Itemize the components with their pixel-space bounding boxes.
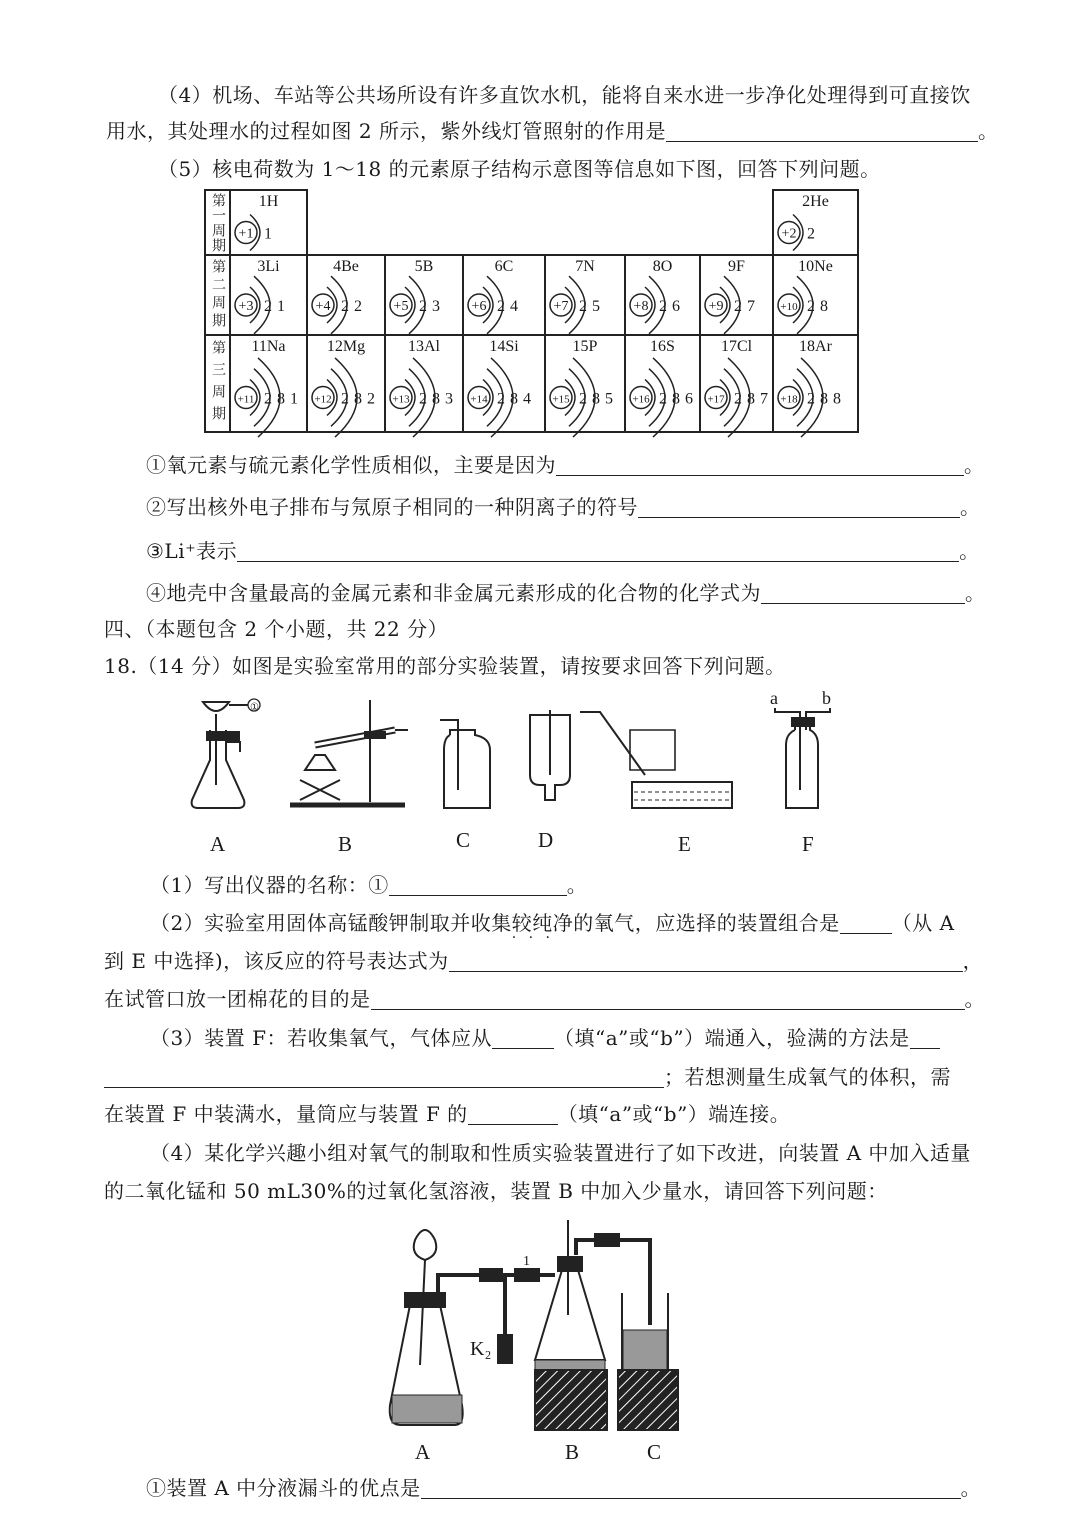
nuclear-charge: +18 <box>780 393 798 406</box>
nuclear-charge: +5 <box>393 299 409 314</box>
electron-count: 2 <box>734 390 742 408</box>
period-mark: 。 <box>964 987 985 1011</box>
element-label: 14Si <box>489 338 519 355</box>
electron-count: 5 <box>605 390 613 408</box>
sub3-text: ③Li⁺表示 <box>146 539 238 563</box>
q17-4-text: 用水，其处理水的过程如图 2 所示，紫外线灯管照射的作用是 <box>106 119 666 143</box>
nuclear-charge: +12 <box>314 393 332 406</box>
electron-count: 8 <box>510 390 518 408</box>
q18-4-sub1-text: ①装置 A 中分液漏斗的优点是 <box>146 1476 421 1500</box>
answer-blank-cylinder[interactable] <box>468 1104 558 1125</box>
q18-intro: 18.（14 分）如图是实验室常用的部分实验装置，请按要求回答下列问题。 <box>104 654 786 678</box>
q17-4-line1: （4）机场、车站等公共场所设有许多直饮水机，能将自来水进一步净化处理得到可直接饮 <box>158 83 971 107</box>
element-label: 7N <box>575 258 595 275</box>
apparatus-figure-1 <box>0 690 1080 830</box>
nuclear-charge: +1 <box>238 226 254 242</box>
electron-count: 8 <box>672 390 680 408</box>
answer-blank-inlet[interactable] <box>492 1028 554 1049</box>
electron-count: 2 <box>264 298 272 315</box>
electron-count: 2 <box>807 225 815 243</box>
electron-count: 3 <box>432 298 440 315</box>
element-label: 8O <box>652 258 673 275</box>
valve-k1-label: 1 <box>523 1254 530 1269</box>
flask-a-with-separatory-funnel <box>390 1230 520 1425</box>
electron-count: 8 <box>432 390 440 408</box>
fig1-label-b: B <box>338 832 353 856</box>
element-label: 18Ar <box>799 338 832 355</box>
element-label: 1H <box>258 193 279 210</box>
q18-2-text-2: 到 E 中选择)，该反应的符号表达式为 <box>104 949 449 973</box>
period-mark: 。 <box>960 495 981 519</box>
section-4-heading: 四、（本题包含 2 个小题，共 22 分） <box>104 617 449 641</box>
q18-3-line3 <box>104 1101 790 1127</box>
electron-count: 8 <box>277 390 285 408</box>
q18-2-line2 <box>104 948 983 974</box>
nuclear-charge: +2 <box>781 226 797 242</box>
element-label: 9F <box>728 258 745 275</box>
nuclear-charge: +11 <box>237 393 255 406</box>
element-label: 10Ne <box>798 258 833 275</box>
valve-k2-label: K₂ <box>470 1338 492 1360</box>
apparatus-c-bottle <box>440 720 490 808</box>
electron-count: 1 <box>264 225 272 243</box>
element-label: 11Na <box>251 338 286 355</box>
period-label-3: 第三周期 <box>210 339 226 428</box>
nuclear-charge: +8 <box>633 299 649 314</box>
q18-2-text-b: 的氧气，应选择的装置组合是 <box>573 911 840 935</box>
nuclear-charge: +10 <box>780 301 798 313</box>
answer-blank-instrument[interactable] <box>389 875 567 896</box>
electron-count: 8 <box>592 390 600 408</box>
nuclear-charge: +15 <box>552 393 570 406</box>
element-label: 5B <box>414 258 434 275</box>
q18-2-text-3: 在试管口放一团棉花的目的是 <box>104 987 371 1011</box>
electron-count: 8 <box>820 298 828 315</box>
nuclear-charge: +3 <box>238 299 254 314</box>
q18-1-text: （1）写出仪器的名称：① <box>150 873 389 897</box>
answer-blank-sub4[interactable] <box>761 583 965 604</box>
answer-blank-sub1[interactable] <box>556 455 964 476</box>
electron-count: 8 <box>820 390 828 408</box>
electron-count: 2 <box>807 390 815 408</box>
answer-blank-cotton[interactable] <box>371 989 965 1010</box>
electron-count: 4 <box>510 298 518 315</box>
electron-count: 8 <box>833 390 841 408</box>
mark-circle-1: ① <box>250 702 259 713</box>
q18-2-line1 <box>150 910 955 936</box>
electron-count: 2 <box>367 390 375 408</box>
period-mark: 。 <box>965 581 986 605</box>
period-label-2: 第二周期 <box>210 259 226 331</box>
fig1-label-e: E <box>678 832 691 856</box>
q18-3-text-3b: （填“a”或“b”）端连接。 <box>557 1102 791 1126</box>
q18-1 <box>150 872 587 898</box>
q18-4-sub1 <box>146 1475 981 1501</box>
electron-count: 2 <box>497 298 505 315</box>
emphasized-text: 较纯净 · · · <box>512 911 574 935</box>
apparatus-e-trough <box>580 712 732 808</box>
nuclear-charge: +4 <box>315 299 331 314</box>
electron-count: 2 <box>341 390 349 408</box>
electron-count: 2 <box>579 298 587 315</box>
q18-4-line1: （4）某化学兴趣小组对氧气的制取和性质实验装置进行了如下改进，向装置 A 中加入适量 <box>150 1141 971 1165</box>
sub2-text: ②写出核外电子排布与氖原子相同的一种阴离子的符号 <box>146 495 638 519</box>
q18-3-line1 <box>150 1025 940 1051</box>
q17-5-sub2 <box>146 494 981 520</box>
sub4-text: ④地壳中含量最高的金属元素和非金属元素形成的化合物的化学式为 <box>146 581 761 605</box>
nuclear-charge: +14 <box>470 393 488 406</box>
element-label: 13Al <box>408 338 440 355</box>
apparatus-a-flask <box>192 699 260 808</box>
fig2-label-b: B <box>565 1440 580 1464</box>
sub1-text: ①氧元素与硫元素化学性质相似，主要是因为 <box>146 453 556 477</box>
q18-2-text-c: （从 A <box>891 911 955 935</box>
nuclear-charge: +7 <box>553 299 569 314</box>
apparatus-f-bottle <box>770 690 831 808</box>
apparatus-d-bottle <box>530 710 570 800</box>
electron-count: 2 <box>264 390 272 408</box>
q18-3-line2 <box>104 1064 951 1090</box>
answer-blank-sub2[interactable] <box>638 497 960 518</box>
fig1-label-a: A <box>210 832 226 856</box>
q17-5-sub4 <box>146 580 986 606</box>
fig1-label-c: C <box>456 828 471 852</box>
periodic-table-diagram <box>0 0 1080 450</box>
element-label: 3Li <box>257 258 280 275</box>
nuclear-charge: +13 <box>392 393 410 406</box>
fig2-label-a: A <box>415 1440 431 1464</box>
nuclear-charge: +9 <box>708 299 724 314</box>
period-label-1: 第一周期 <box>210 192 226 253</box>
period-mark: 。 <box>959 539 980 563</box>
electron-count: 2 <box>419 390 427 408</box>
element-label: 17Cl <box>720 338 753 355</box>
apparatus-figure-2 <box>0 1215 1080 1445</box>
q18-3-text-b: （填“a”或“b”）端通入，验满的方法是 <box>553 1026 910 1050</box>
element-label: 16S <box>650 338 675 355</box>
nuclear-charge: +17 <box>707 393 725 406</box>
comma-mark: ， <box>962 949 984 973</box>
electron-count: 2 <box>354 298 362 315</box>
period-mark: 。 <box>964 453 985 477</box>
element-label: 2He <box>802 193 829 210</box>
answer-blank-equation[interactable] <box>449 951 963 972</box>
q18-3-text-a: （3）装置 F：若收集氧气，气体应从 <box>150 1026 492 1050</box>
element-label: 12Mg <box>326 338 366 355</box>
q18-2-line3 <box>104 986 985 1012</box>
element-label: 15P <box>572 338 598 355</box>
q18-2-text-a: （2）实验室用固体高锰酸钾制取并收集 <box>150 911 512 935</box>
electron-count: 6 <box>672 298 680 315</box>
answer-blank-combo[interactable] <box>840 913 892 934</box>
electron-count: 5 <box>592 298 600 315</box>
fig1-label-f: F <box>802 832 814 856</box>
electron-count: 8 <box>747 390 755 408</box>
fig2-label-c: C <box>647 1440 662 1464</box>
electron-count: 1 <box>290 390 298 408</box>
answer-blank-funnel[interactable] <box>421 1478 961 1499</box>
q17-5-intro: （5）核电荷数为 1～18 的元素原子结构示意图等信息如下图，回答下列问题。 <box>158 157 881 181</box>
mark-b: b <box>822 690 831 708</box>
electron-count: 2 <box>734 298 742 315</box>
answer-blank-sub3[interactable] <box>237 541 959 562</box>
electron-count: 2 <box>807 298 815 315</box>
electron-count: 2 <box>659 298 667 315</box>
mark-a: a <box>770 690 778 708</box>
q18-3-text-2: ；若想测量生成氧气的体积，需 <box>664 1065 951 1089</box>
electron-count: 2 <box>579 390 587 408</box>
apparatus-b-heating <box>290 700 408 805</box>
electron-count: 2 <box>419 298 427 315</box>
electron-count: 2 <box>497 390 505 408</box>
period-mark: 。 <box>960 1476 982 1500</box>
answer-blank-check-method[interactable] <box>104 1067 664 1088</box>
nuclear-charge: +6 <box>471 299 487 314</box>
electron-count: 8 <box>354 390 362 408</box>
q18-4-line2: 的二氧化锰和 50 mL30%的过氧化氢溶液，装置 B 中加入少量水，请回答下列问题： <box>104 1179 888 1203</box>
electron-count: 3 <box>445 390 453 408</box>
electron-count: 2 <box>659 390 667 408</box>
electron-count: 6 <box>685 390 693 408</box>
answer-blank-check-start[interactable] <box>910 1028 940 1049</box>
nuclear-charge: +16 <box>632 393 650 406</box>
q17-5-sub3 <box>146 538 980 564</box>
electron-count: 1 <box>277 298 285 315</box>
electron-count: 7 <box>747 298 755 315</box>
electron-count: 4 <box>523 390 531 408</box>
period-mark: 。 <box>977 119 999 143</box>
element-label: 6C <box>494 258 514 275</box>
q17-5-sub1 <box>146 452 985 478</box>
electron-count: 2 <box>341 298 349 315</box>
q18-3-text-3a: 在装置 F 中装满水，量筒应与装置 F 的 <box>104 1102 468 1126</box>
element-label: 4Be <box>333 258 359 275</box>
fig1-label-d: D <box>538 828 554 852</box>
electron-count: 7 <box>760 390 768 408</box>
period-mark: 。 <box>566 873 588 897</box>
tube-connector-k2 <box>470 1254 555 1363</box>
